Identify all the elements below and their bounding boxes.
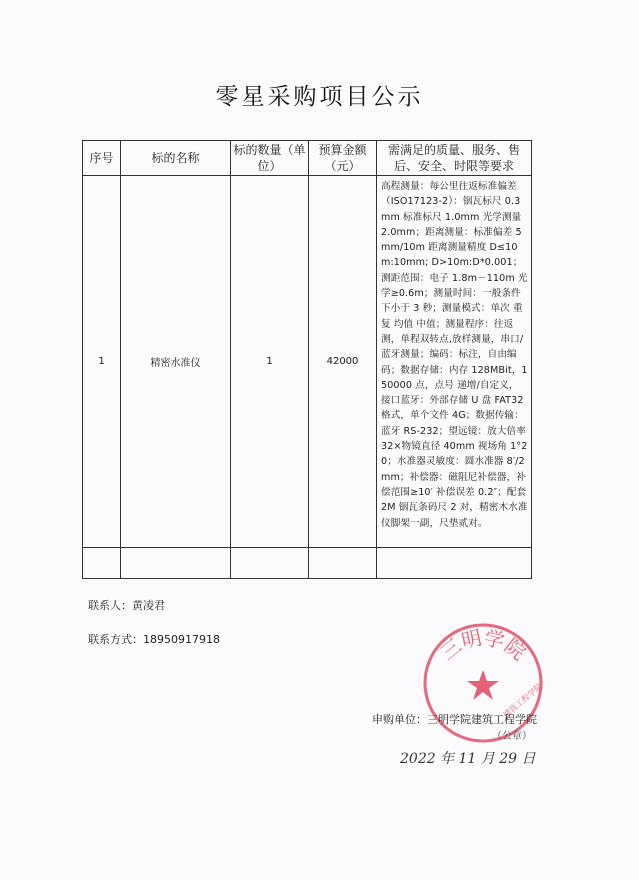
seal-inner-text: 建筑工程学院 xyxy=(501,681,545,720)
empty-cell xyxy=(377,548,532,579)
seal-arc-text: 三明学院 xyxy=(435,625,531,665)
header-requirements: 需满足的质量、服务、售后、安全、时限等要求 xyxy=(377,141,532,176)
table-header-row xyxy=(83,141,532,176)
applicant-unit: 申购单位：三明学院建筑工程学院 xyxy=(372,713,537,726)
empty-cell xyxy=(83,548,121,579)
empty-cell xyxy=(121,548,231,579)
empty-cell xyxy=(309,548,377,579)
table-row xyxy=(83,176,532,548)
contact-phone-number: 18950917918 xyxy=(143,633,220,646)
cell-qty: 1 xyxy=(231,176,309,548)
header-name: 标的名称 xyxy=(121,141,231,176)
header-no: 序号 xyxy=(83,141,121,176)
empty-cell xyxy=(231,548,309,579)
contact-person-name: 黄凌君 xyxy=(132,599,165,612)
table-empty-row xyxy=(83,548,532,579)
seal-star-icon xyxy=(467,670,499,700)
signature-date: 2022 年 11 月 29 日 xyxy=(400,751,536,767)
cell-budget: 42000 xyxy=(309,176,377,548)
procurement-table xyxy=(82,140,532,579)
contact-person-label: 联系人： xyxy=(88,599,132,612)
header-qty: 标的数量（单位） xyxy=(231,141,309,176)
cell-requirements: 高程测量：每公里往返标准偏差（ISO17123-2）：铟瓦标尺 0.3mm 标准标尺 1.0mm 光学测量 2.0mm；距离测量：标准偏差 5mm/10m 距离测量精度 D≤10m:10mm; D>10m:D*0.001；测距范围：电子 1.8m－110m 光学≥0.6m；测量时间：一般条件下小于 3 秒；测量模式：单次 重复 均值 中值；测量程序：往返测，单程双转点,放样测量，串口/蓝牙测量；编码：标注，自由编码；数据存储：内存 128MBit，150000 点，点号 递增/自定义，接口蓝牙：外部存储 U 盘 FAT32 格式，单个文件 4G；数据传输：蓝牙 RS-232；望远镜：放大倍率 32×物镜直径 40mm 视场角 1°20；水准器灵敏度：圆水准器 8′/2mm；补偿器：磁阻尼补偿器，补偿范围≥10′ 补偿误差 0.2″；配套 2M 铟瓦条码尺 2 对，精密木水准仪脚架一副，尺垫贰对。 xyxy=(377,176,532,548)
header-budget: 预算金额（元） xyxy=(309,141,377,176)
page-title: 零星采购项目公示 xyxy=(215,84,424,110)
seal-note: （公章） xyxy=(492,731,532,742)
contact-phone-label: 联系方式： xyxy=(88,633,143,646)
cell-name: 精密水准仪 xyxy=(121,176,231,548)
cell-no: 1 xyxy=(83,176,121,548)
contact-phone xyxy=(88,631,220,647)
contact-person xyxy=(88,597,165,613)
